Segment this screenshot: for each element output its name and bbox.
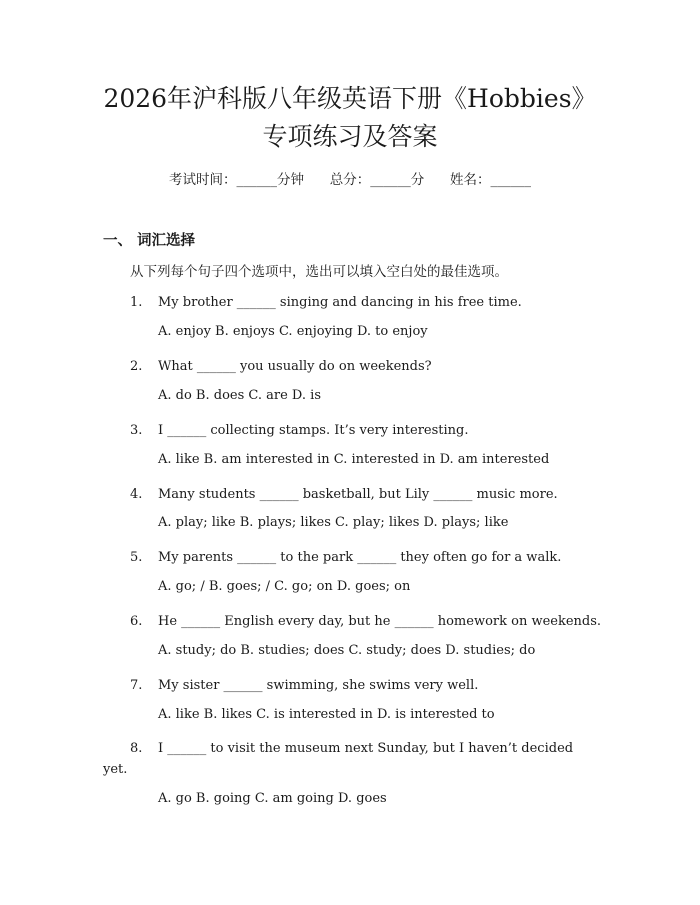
question-number: 5. xyxy=(130,550,143,565)
question-number: 8. xyxy=(130,741,143,756)
question-text: What ______ you usually do on weekends? xyxy=(158,359,432,374)
question-text: My sister ______ swimming, she swims very well. xyxy=(158,678,479,693)
question-options: A. like B. likes C. is interested in D. is interested to xyxy=(158,707,495,722)
question-text: My brother ______ singing and dancing in his free time. xyxy=(158,295,522,310)
question-text: Many students ______ basketball, but Lily ______ music more. xyxy=(158,487,558,502)
question-number: 3. xyxy=(130,423,143,438)
section-heading xyxy=(103,229,195,250)
question-number: 4. xyxy=(130,487,143,502)
question-options: A. do B. does C. are D. is xyxy=(158,388,321,403)
question-number: 7. xyxy=(130,678,143,693)
section-instruction: 从下列每个句子四个选项中，选出可以填入空白处的最佳选项。 xyxy=(130,264,508,280)
question-options: A. go B. going C. am going D. goes xyxy=(158,791,387,806)
question-options: A. like B. am interested in C. interested in D. am interested xyxy=(158,452,550,467)
question-text: My parents ______ to the park ______ they often go for a walk. xyxy=(158,550,562,565)
question-item xyxy=(103,738,603,780)
question-number: 2. xyxy=(130,359,143,374)
question-options: A. play; like B. plays; likes C. play; likes D. plays; like xyxy=(158,515,509,530)
section-number: 一、 xyxy=(103,232,132,249)
question-text: He ______ English every day, but he ______ homework on weekends. xyxy=(158,614,602,629)
page-title-line2: 专项练习及答案 xyxy=(262,122,438,151)
page-title-line1: 2026年沪科版八年级英语下册《Hobbies》 xyxy=(103,84,597,113)
question-text: I ______ collecting stamps. It’s very interesting. xyxy=(158,423,469,438)
section-title: 词汇选择 xyxy=(137,232,195,249)
question-number: 1. xyxy=(130,295,143,310)
question-options: A. study; do B. studies; does C. study; does D. studies; do xyxy=(158,643,536,658)
exam-info-line: 考试时间：______分钟 总分：______分 姓名：______ xyxy=(169,172,531,188)
question-text: I ______ to visit the museum next Sunday, but I haven’t decided yet. xyxy=(103,741,574,777)
question-options: A. enjoy B. enjoys C. enjoying D. to enjoy xyxy=(158,324,428,339)
question-number: 6. xyxy=(130,614,143,629)
question-options: A. go; / B. goes; / C. go; on D. goes; on xyxy=(158,579,411,594)
